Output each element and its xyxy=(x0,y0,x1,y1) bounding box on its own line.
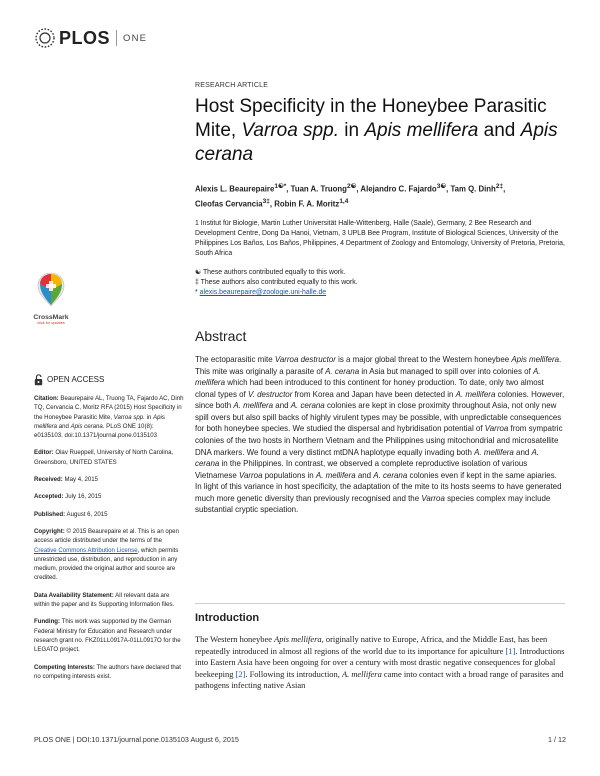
copyright-label: Copyright: xyxy=(34,527,65,535)
author[interactable]: Alexis L. Beaurepaire xyxy=(195,184,275,194)
equal-contribution-note: ☯ These authors contributed equally to this work. xyxy=(195,269,346,277)
data-availability-block xyxy=(34,591,184,610)
abstract-run: A. mellifera xyxy=(315,470,356,480)
author-sup: ☯ xyxy=(350,183,357,190)
open-access-label: OPEN ACCESS xyxy=(47,375,105,385)
crossmark-subtitle: click for updates xyxy=(37,321,65,325)
author[interactable]: , Tam Q. Dinh xyxy=(446,184,496,194)
competing-interests-text: The authors have declared that no competing interests exist. xyxy=(34,663,181,680)
title-text: Varroa spp. xyxy=(241,120,339,141)
logo-journal: ONE xyxy=(123,32,148,44)
abstract-run: species complex may include substantial cryptic speciation. xyxy=(195,493,551,515)
abstract-run: A. mellifera xyxy=(233,401,274,411)
received-block xyxy=(34,475,184,484)
intro-run: Apis mellifera xyxy=(274,634,322,644)
citation-text: . PLoS ONE 10(8): e0135103. doi:10.1371/journal.pone.0135103 xyxy=(34,422,158,440)
citation-block xyxy=(34,394,184,440)
author-sup: ☯ xyxy=(440,183,447,190)
copyright-text: © 2015 Beaurepaire et al. This is an open access article distributed under the terms of the xyxy=(34,527,179,545)
abstract-run: V. destructor xyxy=(247,389,293,399)
abstract-run: A. cerana xyxy=(373,470,408,480)
citation-text: and xyxy=(57,422,71,430)
crossmark-title: CrossMark xyxy=(33,314,69,321)
abstract-run: A. cerana xyxy=(195,447,539,469)
article-type: RESEARCH ARTICLE xyxy=(195,82,269,89)
reference-link[interactable]: [2] xyxy=(235,668,246,679)
author-sup: 2 xyxy=(495,183,500,190)
abstract-run: Varroa destructor xyxy=(274,355,336,365)
author-list: Alexis L. Beaurepaire$^{1☯*}$, Tuan A. Truong$^{2☯}$, Alejandro C. Fajardo$^{3☯}$, Tam Q. Dinh$^{2\ddagger}$, Cleofas Cervancia$^{3\ddagger}$, Robin F. A. Moritz$^{1,4}$ xyxy=(195,183,506,209)
crossmark-badge[interactable] xyxy=(33,272,69,325)
published-date: August 6, 2015 xyxy=(65,510,108,518)
author[interactable]: , Alejandro C. Fajardo xyxy=(356,184,437,194)
reference-link[interactable]: [1] xyxy=(505,645,516,656)
abstract-run: Varroa xyxy=(421,493,445,503)
article-main xyxy=(195,82,565,524)
published-block xyxy=(34,510,184,519)
intro-run: came into contact with a broad range of parasites and pathogens infecting native Asian xyxy=(195,668,564,690)
citation-text: Apis mellifera xyxy=(34,413,165,430)
data-availability-label: Data Availability Statement: xyxy=(34,591,114,599)
title-text: Host Specificity in the Honeybee Parasitic Mite, xyxy=(195,96,547,141)
intro-run: , originally native to Europe, Africa, and the Middle East, has been repeatedly introduced in almost all regions of the world due to its importance for apiculture xyxy=(195,634,548,656)
footer-citation: PLOS ONE | DOI:10.1371/journal.pone.0135103 August 6, 2015 xyxy=(34,735,239,744)
citation-label: Citation: xyxy=(34,395,59,402)
abstract-text xyxy=(195,354,565,516)
title-text: Apis cerana xyxy=(195,120,558,165)
abstract-run: is a major global threat to the Western honeybee xyxy=(335,355,512,365)
abstract-run: A. cerana xyxy=(290,401,325,411)
title-text: and xyxy=(478,120,521,141)
accepted-label: Accepted: xyxy=(34,493,64,501)
citation-text: Beaurepaire AL, Truong TA, Fajardo AC, Dinh TQ, Cervancia C, Moritz RFA (2015) Host Specificity in the Honeybee Parasitic Mite, xyxy=(34,395,184,421)
introduction-heading: Introduction xyxy=(195,612,260,624)
author[interactable]: , Tuan A. Truong xyxy=(286,184,347,194)
funding-text: This work was supported by the German Federal Ministry for Education and Research under research grant no. FKZ01LL0917A-01LL0917O for the LEGATO project. xyxy=(34,618,181,654)
abstract-run: and xyxy=(513,447,532,457)
author[interactable]: , Robin F. A. Moritz xyxy=(269,199,340,209)
received-date: May 4, 2015 xyxy=(62,476,99,484)
intro-run: The Western honeybee xyxy=(195,634,275,644)
author-sup: 1 xyxy=(274,183,278,190)
crossmark-icon xyxy=(36,272,66,308)
article-sidebar xyxy=(34,374,184,689)
abstract-run: Varroa xyxy=(484,424,509,434)
abstract-run: and xyxy=(273,401,291,411)
abstract-run: which had been introduced to this continent for honey production. To date, only two almost clonal types of xyxy=(195,378,544,399)
citation-text: in xyxy=(144,413,154,421)
citation-text: Apis cerana xyxy=(70,422,103,430)
intro-run: . Introductions into Eastern Asia have been ongoing for over a century with most drastic negative consequences for global beekeeping xyxy=(195,645,565,679)
copyright-text: , which permits unrestricted use, distribution, and reproduction in any medium, provided the original author and source are credited. xyxy=(34,546,179,582)
logo-divider xyxy=(116,30,117,46)
open-access-badge xyxy=(34,374,184,386)
introduction-text xyxy=(195,634,565,692)
abstract-run: colonies are kept in close proximity throughout Asia, not only new spill overs but also spill backs of highly virulent types may be possible, with unpredictable consequences for both honeybee species. We studied the dispersal and hybridisation potential of xyxy=(195,401,562,434)
funding-block xyxy=(34,617,184,654)
received-label: Received: xyxy=(34,476,63,484)
author-sup: ‡ xyxy=(266,197,270,205)
abstract-run: from Korea and Japan have been detected in xyxy=(292,389,456,399)
accepted-date: July 16, 2015 xyxy=(63,493,102,501)
section-divider xyxy=(195,603,565,604)
author-sup: 3 xyxy=(436,183,441,190)
title-text: in xyxy=(338,120,365,141)
competing-interests-label: Competing Interests: xyxy=(34,663,95,671)
data-availability-text: All relevant data are within the paper and its Supporting Information files. xyxy=(34,591,175,609)
editor-block xyxy=(34,448,184,467)
intro-run: A. mellifera xyxy=(341,668,382,679)
page-number: 1 / 12 xyxy=(548,735,566,744)
author-sup: 2 xyxy=(346,183,351,190)
page-footer xyxy=(34,735,566,744)
title-text: Apis mellifera xyxy=(364,120,479,141)
abstract-run: populations in xyxy=(262,470,316,480)
author-sup: 3 xyxy=(262,197,267,205)
abstract-heading: Abstract xyxy=(195,328,247,345)
article-title xyxy=(195,95,565,167)
corresponding-email-link[interactable]: alexis.beaurepaire@zoologie.uni-halle.de xyxy=(199,289,327,297)
abstract-run: A. mellifera xyxy=(455,389,496,399)
author-sup: 1,4 xyxy=(339,197,349,205)
logo-brand: PLOS xyxy=(59,27,111,48)
funding-label: Funding: xyxy=(34,618,61,626)
abstract-run: A. cerana xyxy=(325,366,360,376)
accepted-block xyxy=(34,492,184,501)
also-contribution-note: ‡ These authors also contributed equally to this work. xyxy=(195,279,358,287)
license-link[interactable]: Creative Commons Attribution License xyxy=(34,546,138,554)
open-lock-icon xyxy=(34,374,43,386)
citation-text: Varroa spp. xyxy=(113,413,145,421)
abstract-run: Apis mellifera xyxy=(511,355,559,365)
abstract-run: in Asia but managed to spill over into colonies of xyxy=(359,366,533,376)
published-label: Published: xyxy=(34,510,66,518)
author-sup: ‡ xyxy=(499,183,504,190)
copyright-block xyxy=(34,527,184,583)
editor-label: Editor: xyxy=(34,449,54,457)
abstract-run: . This mite was originally a parasite of xyxy=(195,355,562,376)
abstract-run: colonies. However, since both xyxy=(195,389,565,411)
abstract-run: from sympatric colonies of the two hosts in Northern Vietnam and the Philippines using mitochondrial and microsatellite DNA markers. We found a very distinct mtDNA haplotype equally invading both xyxy=(195,424,563,457)
editor-text: Olav Rueppell, University of North Carolina, Greensboro, UNITED STATES xyxy=(34,449,174,466)
author-notes xyxy=(195,268,565,298)
intro-run: . Following its introduction, xyxy=(245,668,342,679)
author-sup: ☯* xyxy=(277,183,287,190)
author[interactable]: Cleofas Cervancia xyxy=(195,199,263,209)
abstract-run: The ectoparasitic mite xyxy=(195,355,275,365)
corresponding-marker: * xyxy=(195,289,200,297)
plos-logo-icon xyxy=(34,27,56,49)
competing-interests-block xyxy=(34,663,184,682)
abstract-run: and xyxy=(355,470,374,480)
abstract-run: A. mellifera xyxy=(195,366,541,388)
abstract-run: Varroa xyxy=(238,470,263,480)
abstract-run: colonies even if kept in the same apiaries. In light of this variance in host specificity, the adaptation of the mite to its hosts seems to have generated much more genetic diversity than previously recognised and the xyxy=(195,470,562,503)
corresponding-note xyxy=(195,288,565,298)
abstract-run: in the Philippines. In contrast, we observed a complete reproductive isolation of various Vietnamese xyxy=(195,459,528,480)
plos-one-logo[interactable] xyxy=(34,26,147,50)
affiliations: 1 Institut für Biologie, Martin Luther Universität Halle-Wittenberg, Halle (Saale), Germany, 2 Bee Research and Development Centre, Dong Da Hanoi, Vietnam, 3 UPLB Bee Program, Institute of Biological Sciences, University of the Philippines Los Baños, Los Baños, Philippines, 4 Department of Zoology and Entomology, University of Pretoria, Pretoria, South Africa xyxy=(195,220,565,258)
abstract-run: A. mellifera xyxy=(474,447,514,457)
